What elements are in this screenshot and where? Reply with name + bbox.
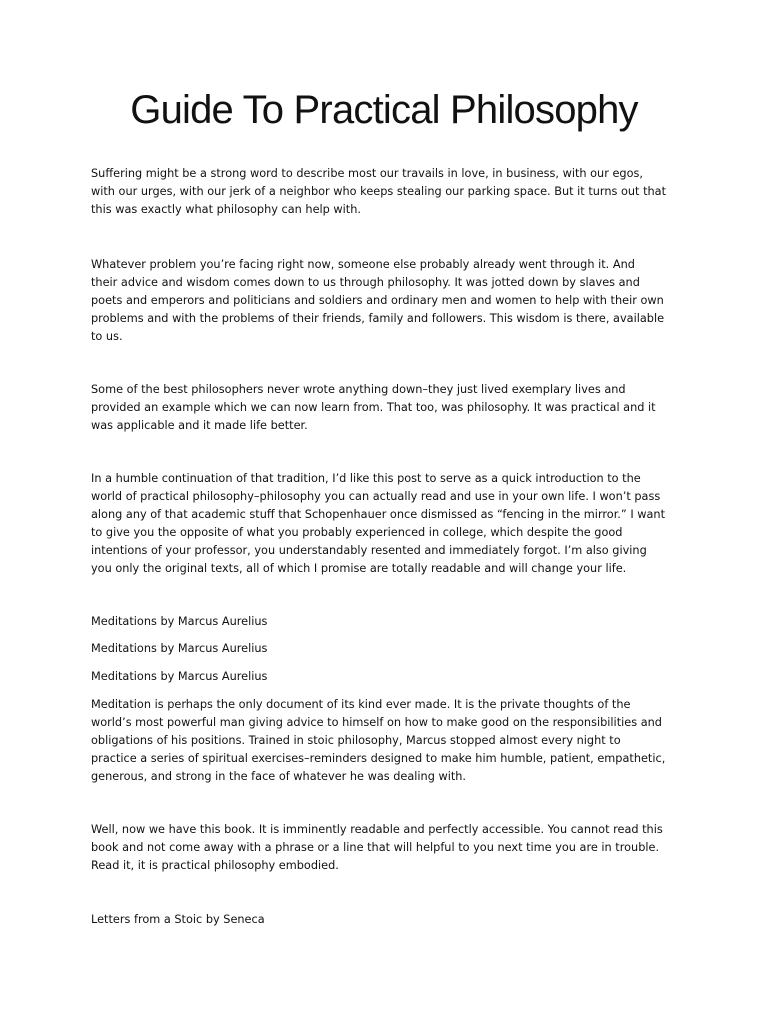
paragraph-meditations: Meditation is perhaps the only document of its kind ever made. It is the private thoughts of the world’s most powerful man giving advice to himself on how to make good on the responsibilities and obligations of his positions. Trained in stoic philosophy, Marcus stopped almost every night to practice a series of spiritual exercises–reminders designed to make him humble, patient, empathetic, generous, and strong in the face of whatever he was dealing with. [91, 698, 666, 783]
book-heading: Meditations by Marcus Aurelius [91, 642, 268, 655]
paragraph-wisdom: Whatever problem you’re facing right now, someone else probably already went through it. And their advice and wisdom comes down to us through philosophy. It was jotted down by slaves and poets and emperors and politicians and soldiers and ordinary men and women to help with their own problems and with the problems of their friends, family and followers. This wisdom is there, available to us. [91, 258, 665, 343]
book-heading: Letters from a Stoic by Seneca [91, 913, 265, 926]
paragraph-intro: Suffering might be a strong word to describe most our travails in love, in business, with our egos, with our urges, with our jerk of a neighbor who keeps stealing our parking space. But it turns out that this was exactly what philosophy can help with. [91, 167, 667, 216]
book-heading: Meditations by Marcus Aurelius [91, 615, 268, 628]
paragraph-philosophers: Some of the best philosophers never wrote anything down–they just lived exemplary lives and provided an example which we can now learn from. That too, was philosophy. It was practical and it was applicable and it made life better. [91, 383, 656, 432]
paragraph-tradition: In a humble continuation of that tradition, I’d like this post to serve as a quick introduction to the world of practical philosophy–philosophy you can actually read and use in your own life. I won’t pass along any of that academic stuff that Schopenhauer once dismissed as “fencing in the mirror.” I want to give you the opposite of what you probably experienced in college, which despite the good intentions of your professor, you understandably resented and immediately forgot. I’m also giving you only the original texts, all of which I promise are totally readable and will change your life. [91, 472, 666, 575]
paragraph-book-summary: Well, now we have this book. It is imminently readable and perfectly accessible. You cannot read this book and not come away with a phrase or a line that will helpful to you next time you are in trouble. Read it, it is practical philosophy embodied. [91, 823, 663, 872]
page-title: Guide To Practical Philosophy [130, 88, 638, 132]
book-heading: Meditations by Marcus Aurelius [91, 670, 268, 683]
